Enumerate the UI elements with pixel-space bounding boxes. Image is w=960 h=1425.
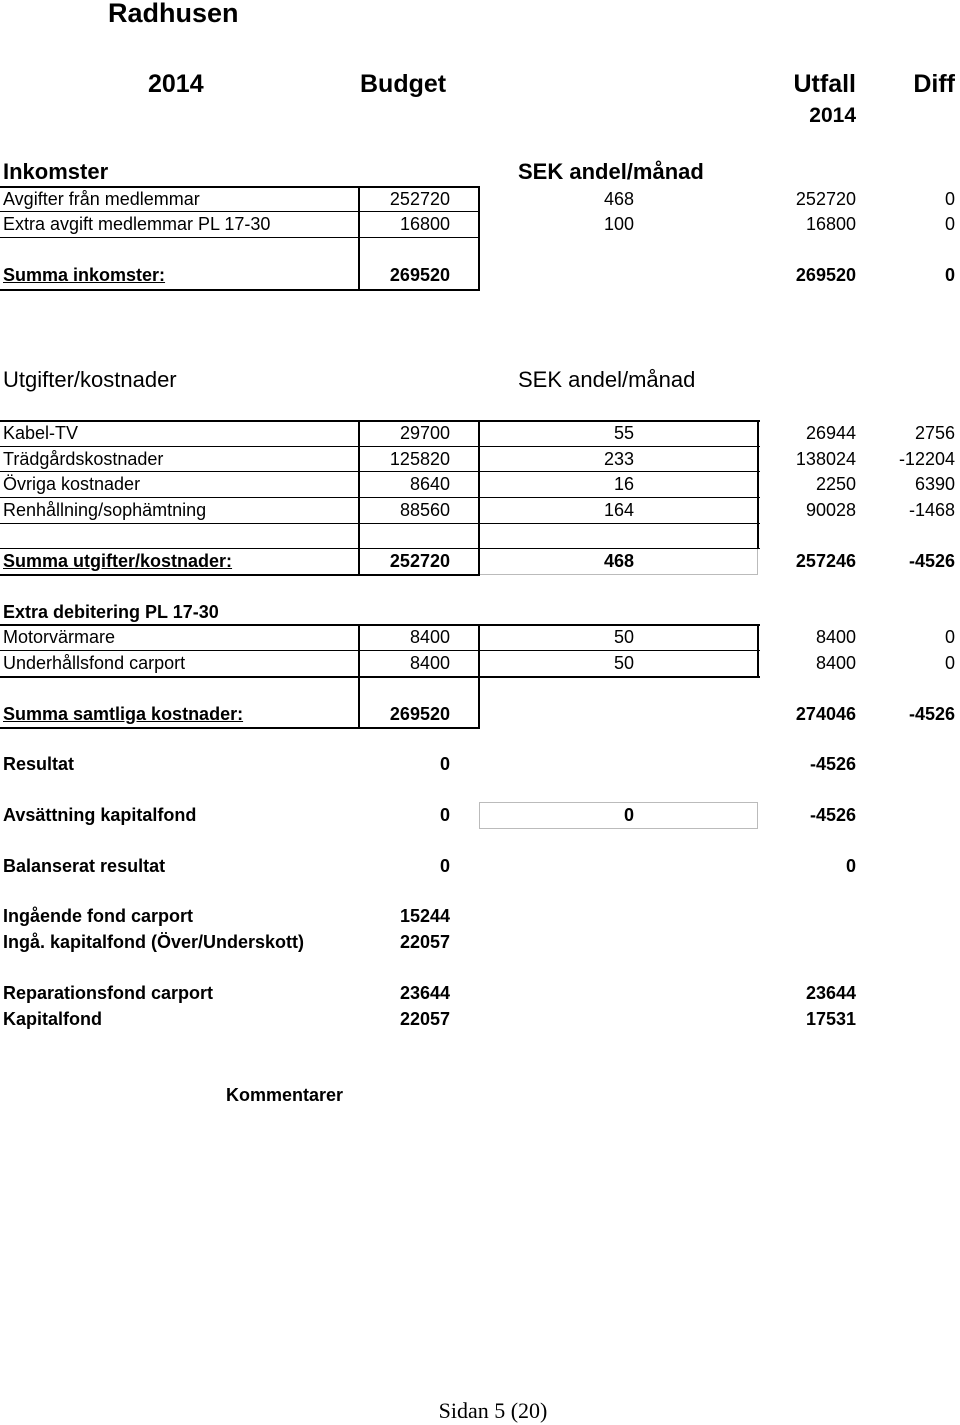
grid-line [0, 186, 480, 188]
row-utfall: 0 [845, 856, 856, 876]
grid-line [0, 289, 480, 291]
grid-line [479, 828, 758, 829]
row-label: Extra avgift medlemmar PL 17-30 [3, 214, 271, 234]
row-budget: 0 [439, 805, 450, 825]
grid-line [358, 420, 360, 576]
row-budget: 29700 [399, 423, 450, 443]
ingaende-row [0, 904, 960, 929]
sum-diff: -4526 [908, 704, 955, 724]
sum-diff: 0 [944, 265, 955, 285]
row-budget: 22057 [399, 1009, 450, 1029]
row-label: Renhållning/sophämtning [3, 500, 207, 520]
table-row [0, 447, 960, 472]
row-sek: 16 [613, 474, 634, 494]
row-sek: 468 [603, 189, 634, 209]
grid-line [479, 802, 758, 803]
row-sek: 50 [613, 653, 634, 673]
grid-line [0, 471, 760, 472]
row-label: Balanserat resultat [3, 856, 166, 876]
row-budget: 8640 [409, 474, 450, 494]
grid-line [757, 624, 759, 678]
sum-utfall: 269520 [795, 265, 856, 285]
inga-kapitalfond-row [0, 930, 960, 955]
sum-budget: 252720 [389, 551, 450, 571]
balanserat-row [0, 854, 960, 879]
row-budget: 16800 [399, 214, 450, 234]
row-label: Kapitalfond [3, 1009, 102, 1029]
row-utfall: 138024 [795, 449, 856, 469]
row-diff: 0 [944, 653, 955, 673]
utfall-header: Utfall [793, 70, 856, 98]
row-budget: 125820 [389, 449, 450, 469]
grid-line [0, 237, 480, 238]
grid-line [358, 186, 360, 291]
row-utfall: 23644 [805, 983, 856, 1003]
row-utfall: 17531 [805, 1009, 856, 1029]
row-label: Underhållsfond carport [3, 653, 186, 673]
grid-line [478, 624, 480, 729]
row-budget: 23644 [399, 983, 450, 1003]
row-sek: 164 [603, 500, 634, 520]
grid-line [0, 676, 760, 678]
sum-sek: 468 [603, 551, 634, 571]
sum-budget: 269520 [389, 265, 450, 285]
row-utfall: 2250 [815, 474, 856, 494]
sum-budget: 269520 [389, 704, 450, 724]
avsattning-row [0, 803, 960, 828]
sum-row [0, 702, 960, 727]
grid-line [0, 446, 760, 447]
grid-line [0, 727, 480, 729]
row-diff: 0 [944, 189, 955, 209]
grid-line [0, 523, 760, 524]
grid-line [478, 186, 480, 291]
comments-heading: Kommentarer [226, 1085, 344, 1105]
row-budget: 22057 [399, 932, 450, 952]
row-diff: 2756 [914, 423, 955, 443]
row-budget: 8400 [409, 653, 450, 673]
sum-diff: -4526 [908, 551, 955, 571]
row-budget: 15244 [399, 906, 450, 926]
row-budget: 8400 [409, 627, 450, 647]
utfall-year-header: 2014 [809, 104, 856, 127]
grid-line [0, 497, 760, 498]
sum-utfall: 257246 [795, 551, 856, 571]
row-budget: 252720 [389, 189, 450, 209]
row-sek: 233 [603, 449, 634, 469]
row-label: Kabel-TV [3, 423, 79, 443]
row-diff: -1468 [908, 500, 955, 520]
table-row [0, 421, 960, 446]
income-sek-heading: SEK andel/månad [518, 159, 704, 184]
page-title: Radhusen [108, 0, 239, 28]
table-row [0, 212, 960, 237]
row-label: Avsättning kapitalfond [3, 805, 197, 825]
row-utfall: 8400 [815, 653, 856, 673]
row-utfall: 8400 [815, 627, 856, 647]
grid-line [480, 574, 758, 575]
row-label: Reparationsfond carport [3, 983, 214, 1003]
table-row [0, 472, 960, 497]
row-utfall: 26944 [805, 423, 856, 443]
row-label: Avgifter från medlemmar [3, 189, 200, 209]
grid-line [478, 420, 480, 576]
grid-line [757, 420, 759, 549]
row-label: Ingå. kapitalfond (Över/Underskott) [3, 932, 305, 952]
grid-line [479, 802, 480, 829]
row-label: Resultat [3, 754, 75, 774]
grid-line [0, 624, 760, 626]
row-label: Trädgårdskostnader [3, 449, 164, 469]
row-diff: 0 [944, 214, 955, 234]
year-header: 2014 [148, 70, 204, 98]
row-utfall: 90028 [805, 500, 856, 520]
row-sek: 55 [613, 423, 634, 443]
row-budget: 0 [439, 754, 450, 774]
row-label: Ingående fond carport [3, 906, 194, 926]
row-sek: 0 [623, 805, 634, 825]
page-number: Sidan 5 (20) [438, 1398, 548, 1423]
table-row [0, 651, 960, 676]
grid-line [0, 548, 760, 549]
sum-row [0, 549, 960, 574]
grid-line [0, 574, 480, 576]
sum-label: Summa inkomster: [3, 265, 166, 285]
sum-label: Summa samtliga kostnader: [3, 704, 244, 724]
reparationsfond-row [0, 981, 960, 1006]
row-diff: 6390 [914, 474, 955, 494]
row-label: Övriga kostnader [3, 474, 141, 494]
row-utfall: -4526 [809, 805, 856, 825]
row-utfall: 252720 [795, 189, 856, 209]
sum-row [0, 263, 960, 288]
grid-line [0, 420, 760, 422]
grid-line [358, 624, 360, 729]
grid-line [0, 650, 760, 651]
extra-heading: Extra debitering PL 17-30 [3, 602, 219, 622]
sum-utfall: 274046 [795, 704, 856, 724]
grid-line [757, 549, 758, 575]
table-row [0, 187, 960, 212]
grid-line [757, 802, 758, 829]
costs-heading: Utgifter/kostnader [3, 367, 177, 392]
row-utfall: -4526 [809, 754, 856, 774]
row-label: Motorvärmare [3, 627, 116, 647]
budget-header: Budget [360, 70, 447, 98]
diff-header: Diff [913, 70, 955, 98]
row-sek: 100 [603, 214, 634, 234]
row-sek: 50 [613, 627, 634, 647]
table-row [0, 625, 960, 650]
sum-label: Summa utgifter/kostnader: [3, 551, 233, 571]
income-heading: Inkomster [3, 159, 109, 184]
resultat-row [0, 752, 960, 777]
table-row [0, 498, 960, 523]
grid-line [0, 211, 480, 212]
kapitalfond-row [0, 1007, 960, 1032]
costs-sek-heading: SEK andel/månad [518, 367, 696, 392]
row-budget: 88560 [399, 500, 450, 520]
row-utfall: 16800 [805, 214, 856, 234]
row-budget: 0 [439, 856, 450, 876]
row-diff: 0 [944, 627, 955, 647]
row-diff: -12204 [898, 449, 955, 469]
